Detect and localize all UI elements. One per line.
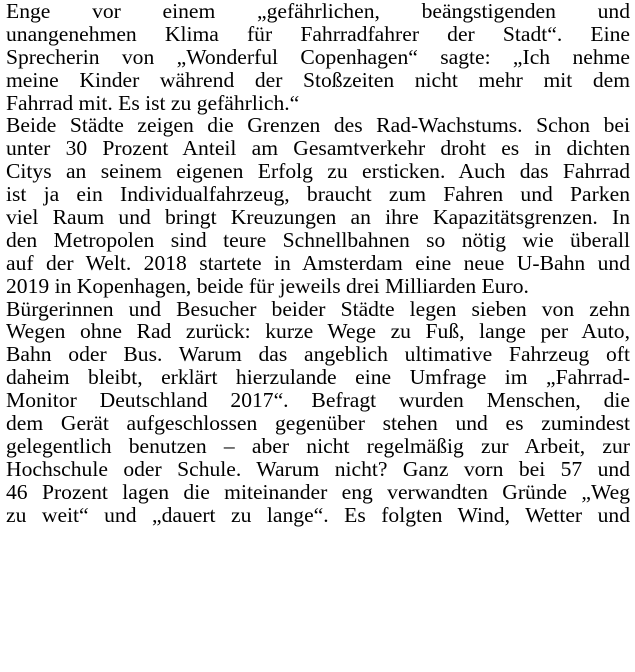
text-line: zu weit“ und „dauert zu lange“. Es folgten Wind, Wetter und [6,502,630,527]
text-line: den Metropolen sind teure Schnellbahnen so nötig wie überall [6,227,630,252]
text-line: daheim bleibt, erklärt hierzulande eine Umfrage im „Fahrrad- [6,365,630,390]
text-line: ist ja ein Individualfahrzeug, braucht zum Fahren und Parken [6,182,630,207]
text-line: 2019 in Kopenhagen, beide für jeweils drei Milliarden Euro. [6,273,529,298]
text-line: unangenehmen Klima für Fahrradfahrer der Stadt“. Eine [6,21,630,46]
text-line: Citys an seinem eigenen Erfolg zu ersticken. Auch das Fahrrad [6,159,630,184]
document-page [6,0,630,526]
text-line: meine Kinder während der Stoßzeiten nicht mehr mit dem [6,67,630,92]
text-line: Monitor Deutschland 2017“. Befragt wurden Menschen, die [6,388,630,413]
paragraph-1 [6,0,630,114]
paragraph-2 [6,114,630,297]
text-line: Hochschule oder Schule. Warum nicht? Ganz vorn bei 57 und [6,456,630,481]
text-line: gelegentlich benutzen – aber nicht regelmäßig zur Arbeit, zur [6,433,630,458]
text-line: Enge vor einem „gefährlichen, beängstigenden und [6,0,630,23]
text-line: Bahn oder Bus. Warum das angeblich ultimative Fahrzeug oft [6,342,630,367]
text-line: Bürgerinnen und Besucher beider Städte legen sieben von zehn [6,296,630,321]
text-line: auf der Welt. 2018 startete in Amsterdam eine neue U-Bahn und [6,250,630,275]
text-line: Beide Städte zeigen die Grenzen des Rad-Wachstums. Schon bei [6,113,630,138]
paragraph-3 [6,298,630,527]
text-line: Fahrrad mit. Es ist zu gefährlich.“ [6,90,300,115]
text-line: unter 30 Prozent Anteil am Gesamtverkehr droht es in dichten [6,136,630,161]
text-line: Sprecherin von „Wonderful Copenhagen“ sagte: „Ich nehme [6,44,630,69]
text-line: viel Raum und bringt Kreuzungen an ihre Kapazitätsgrenzen. In [6,205,630,230]
text-line: 46 Prozent lagen die miteinander eng verwandten Gründe „Weg [6,479,630,504]
text-line: dem Gerät aufgeschlossen gegenüber stehen und es zumindest [6,411,630,436]
text-line: Wegen ohne Rad zurück: kurze Wege zu Fuß, lange per Auto, [6,319,630,344]
